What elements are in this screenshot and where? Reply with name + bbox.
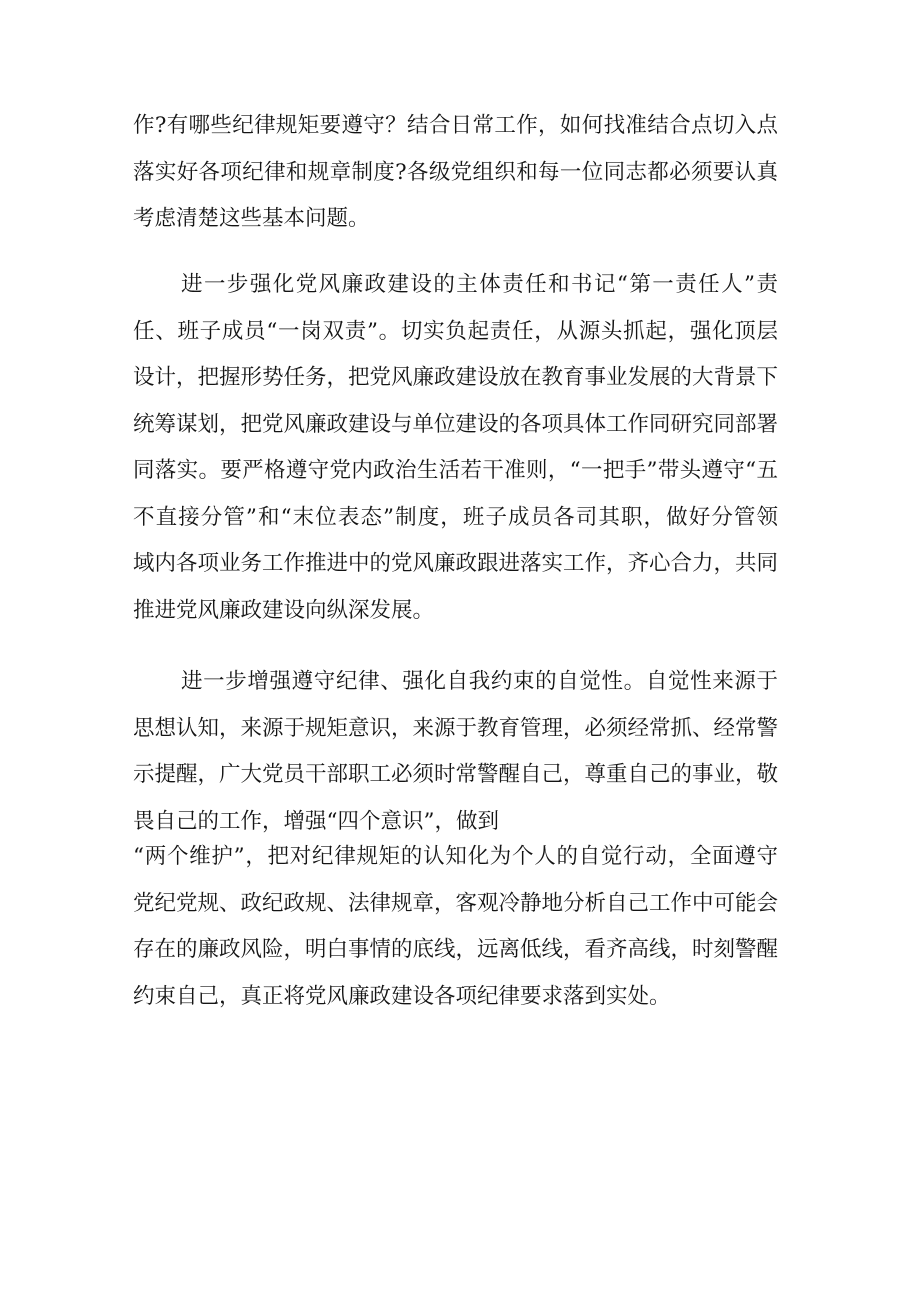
- text-line: 同落实。要严格遵守党内政治生活若干准则，“一把手”带头遵守“五: [133, 458, 778, 483]
- paragraph-4: [133, 834, 778, 1020]
- text-line: 进一步增强遵守纪律、强化自我约束的自觉性。自觉性来源于: [181, 669, 778, 694]
- text-line: 考虑清楚这些基本问题。: [133, 206, 370, 231]
- text-line: 思想认知，来源于规矩意识，来源于教育管理，必须经常抓、经常警: [133, 715, 778, 741]
- text-line: 畏自己的工作，增强“四个意识”，做到: [133, 808, 499, 834]
- text-line: 统筹谋划，把党风廉政建设与单位建设的各项具体工作同研究同部署: [133, 411, 778, 437]
- paragraph-3: [133, 659, 778, 845]
- text-line: 存在的廉政风险，明白事情的底线，远离低线，看齐高线，时刻警醒: [133, 937, 778, 962]
- text-line: 落实好各项纪律和规章制度?各级党组织和每一位同志都必须要认真: [133, 159, 778, 185]
- text-line: 设计，把握形势任务，把党风廉政建设放在教育事业发展的大背景下: [133, 365, 778, 390]
- text-line: 示提醒，广大党员干部职工必须时常警醒自己，尊重自己的事业，敬: [133, 762, 778, 787]
- text-line: 党纪党规、政纪政规、法律规章，客观冷静地分析自己工作中可能会: [133, 890, 778, 916]
- text-line: 推进党风廉政建设向纵深发展。: [133, 597, 435, 623]
- text-line: 进一步强化党风廉政建设的主体责任和书记“第一责任人”责: [181, 272, 778, 297]
- text-line: 作?有哪些纪律规矩要遵守？结合日常工作，如何找准结合点切入点: [133, 113, 778, 138]
- paragraph-2: [133, 262, 778, 634]
- paragraph-1: [133, 103, 778, 243]
- text-line: 约束自己，真正将党风廉政建设各项纪律要求落到实处。: [133, 983, 671, 1009]
- text-line: 任、班子成员“一岗双责”。切实负起责任，从源头抓起，强化顶层: [133, 318, 778, 344]
- text-line: 域内各项业务工作推进中的党风廉政跟进落实工作，齐心合力，共同: [133, 551, 778, 576]
- text-line: 不直接分管”和“末位表态”制度，班子成员各司其职，做好分管领: [133, 504, 778, 530]
- text-line: “两个维护”，把对纪律规矩的认知化为个人的自觉行动，全面遵守: [133, 844, 778, 869]
